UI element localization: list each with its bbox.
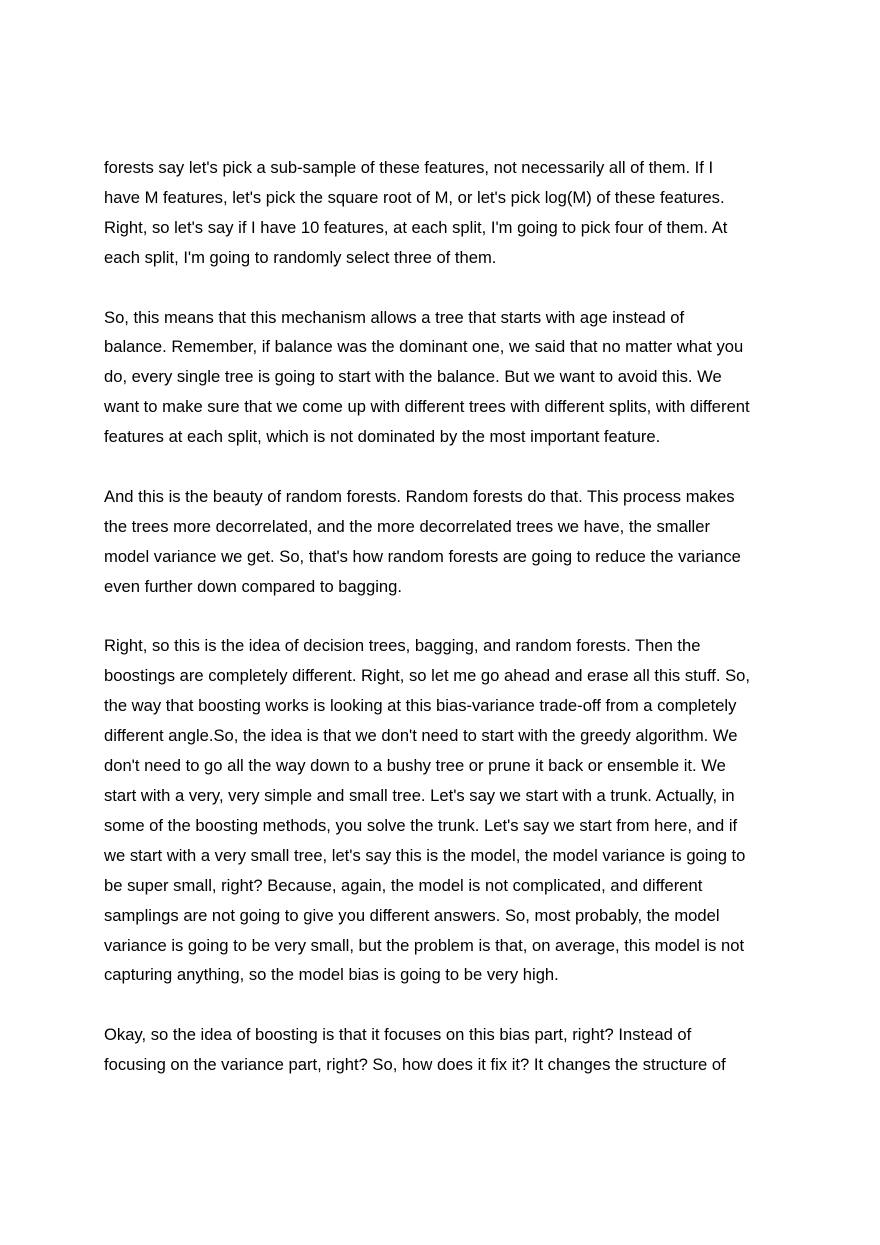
text-line: model variance we get. So, that's how random forests are going to reduce the variance [104, 546, 741, 566]
paragraph [104, 482, 788, 602]
text-line: variance is going to be very small, but the problem is that, on average, this model is not [104, 935, 745, 955]
text-line: the trees more decorrelated, and the more decorrelated trees we have, the smaller [104, 516, 710, 536]
text-line: So, this means that this mechanism allows a tree that starts with age instead of [104, 307, 685, 327]
text-line: don't need to go all the way down to a bushy tree or prune it back or ensemble it. We [104, 756, 726, 776]
text-line: samplings are not going to give you different answers. So, most probably, the model [104, 905, 720, 925]
text-line: do, every single tree is going to start with the balance. But we want to avoid this. We [104, 367, 722, 387]
paragraph [104, 631, 788, 990]
text-line: Right, so let's say if I have 10 features, at each split, I'm going to pick four of them. At [104, 217, 728, 237]
paragraph [104, 153, 788, 273]
text-line: Right, so this is the idea of decision trees, bagging, and random forests. Then the [104, 636, 701, 656]
text-line: balance. Remember, if balance was the dominant one, we said that no matter what you [104, 337, 744, 357]
paragraph [104, 303, 788, 453]
text-line: capturing anything, so the model bias is going to be very high. [104, 965, 559, 985]
text-line: And this is the beauty of random forests. Random forests do that. This process makes [104, 486, 735, 506]
text-line: the way that boosting works is looking at this bias-variance trade-off from a completely [104, 696, 737, 716]
text-line: boostings are completely different. Right, so let me go ahead and erase all this stuff. So, [104, 666, 750, 686]
text-line: each split, I'm going to randomly select three of them. [104, 247, 497, 267]
text-line: forests say let's pick a sub-sample of these features, not necessarily all of them. If I [104, 158, 714, 177]
text-line: be super small, right? Because, again, the model is not complicated, and different [104, 875, 703, 895]
text-line: even further down compared to bagging. [104, 576, 402, 596]
text-line: start with a very, very simple and small tree. Let's say we start with a trunk. Actually, in [104, 785, 735, 805]
text-line: features at each split, which is not dominated by the most important feature. [104, 427, 661, 447]
text-line: have M features, let's pick the square root of M, or let's pick log(M) of these features. [104, 187, 725, 207]
text-line: focusing on the variance part, right? So, how does it fix it? It changes the structure of [104, 1055, 726, 1075]
paragraph [104, 1020, 788, 1080]
text-line: we start with a very small tree, let's say this is the model, the model variance is going to [104, 845, 746, 865]
text-line: different angle.So, the idea is that we don't need to start with the greedy algorithm. We [104, 726, 738, 746]
text-line: want to make sure that we come up with different trees with different splits, with different [104, 397, 750, 417]
document-body [104, 153, 788, 1110]
text-line: Okay, so the idea of boosting is that it focuses on this bias part, right? Instead of [104, 1025, 692, 1045]
text-line: some of the boosting methods, you solve the trunk. Let's say we start from here, and if [104, 815, 738, 835]
